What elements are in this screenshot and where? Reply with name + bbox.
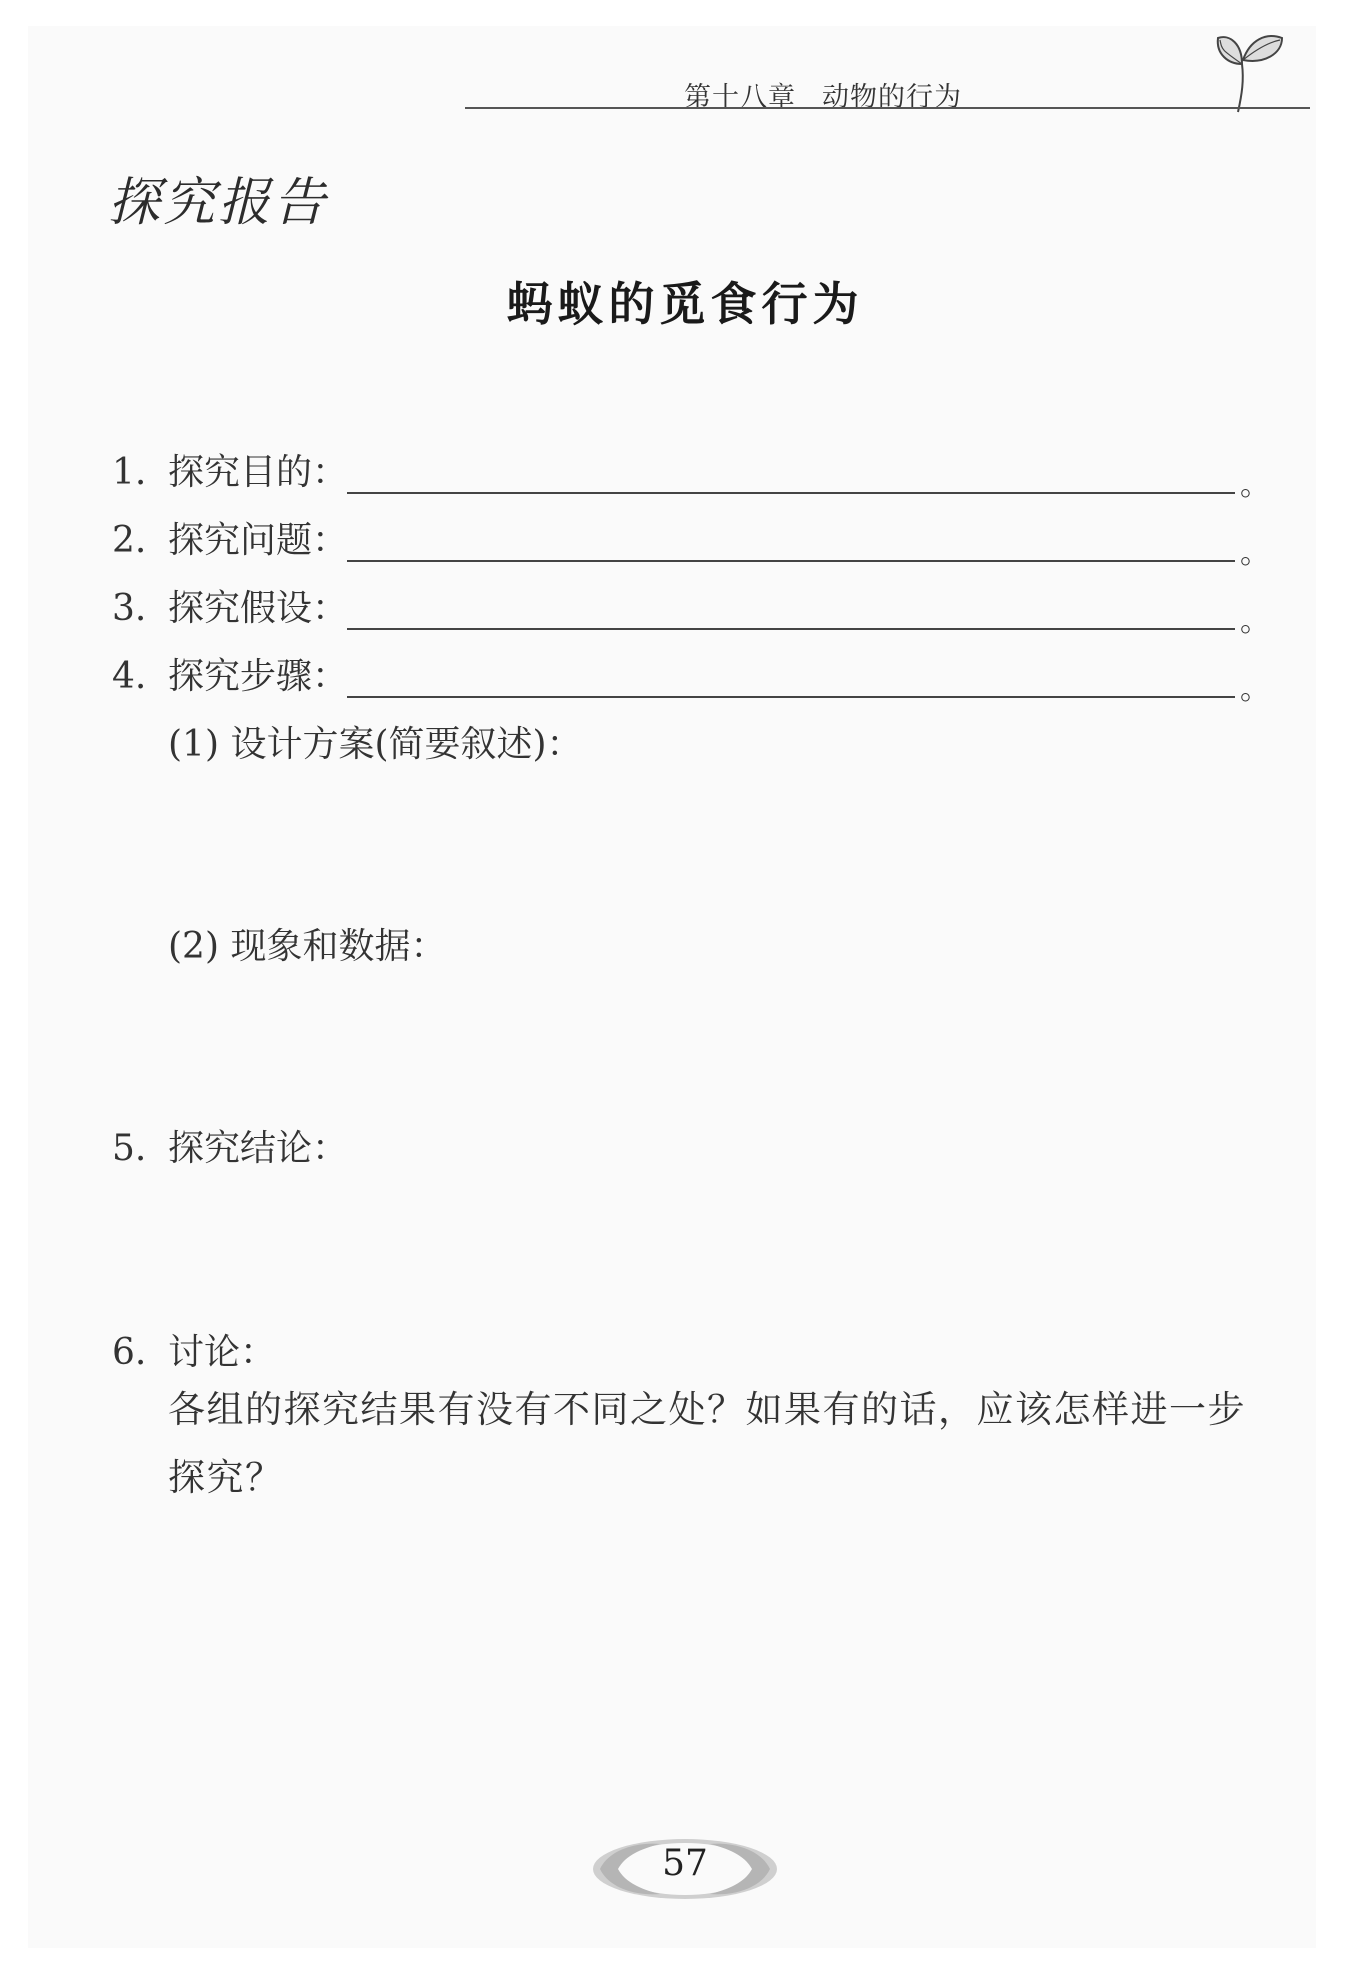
item-label: 探究目的： xyxy=(168,452,349,493)
item-label: 探究问题： xyxy=(168,520,349,561)
item-purpose: 1. 探究目的： xyxy=(112,452,349,493)
answer-blank-purpose[interactable] xyxy=(347,440,1235,494)
item-steps: 4. 探究步骤： xyxy=(112,656,349,697)
substep-observations: (2) 现象和数据： xyxy=(168,926,447,967)
chapter-number: 第十八章 xyxy=(684,82,796,113)
item-label: 探究结论： xyxy=(168,1128,349,1169)
item-discussion: 6. 讨论： xyxy=(112,1332,277,1373)
period-mark: 。 xyxy=(1240,604,1270,639)
section-label: 探究报告 xyxy=(108,173,329,233)
answer-blank-question[interactable] xyxy=(347,508,1235,562)
item-question: 2. 探究问题： xyxy=(112,520,349,561)
header-rule xyxy=(465,107,1310,109)
report-title: 蚂蚁的觅食行为 xyxy=(506,277,864,331)
chapter-title: 动物的行为 xyxy=(822,82,962,113)
item-hypothesis: 3. 探究假设： xyxy=(112,588,349,629)
substep-design-plan: (1) 设计方案(简要叙述)： xyxy=(168,724,583,765)
answer-blank-hypothesis[interactable] xyxy=(347,576,1235,630)
page-number: 57 xyxy=(662,1843,708,1884)
item-conclusion: 5. 探究结论： xyxy=(112,1128,349,1169)
item-label: 探究假设： xyxy=(168,588,349,629)
item-label: 讨论： xyxy=(168,1332,277,1373)
item-label: 探究步骤： xyxy=(168,656,349,697)
answer-blank-steps[interactable] xyxy=(347,644,1235,698)
period-mark: 。 xyxy=(1240,468,1270,503)
leaf-sprout-icon xyxy=(1208,24,1288,116)
discussion-question: 各组的探究结果有没有不同之处？如果有的话，应该怎样进一步探究？ xyxy=(168,1388,1246,1499)
period-mark: 。 xyxy=(1240,672,1270,707)
period-mark: 。 xyxy=(1240,536,1270,571)
